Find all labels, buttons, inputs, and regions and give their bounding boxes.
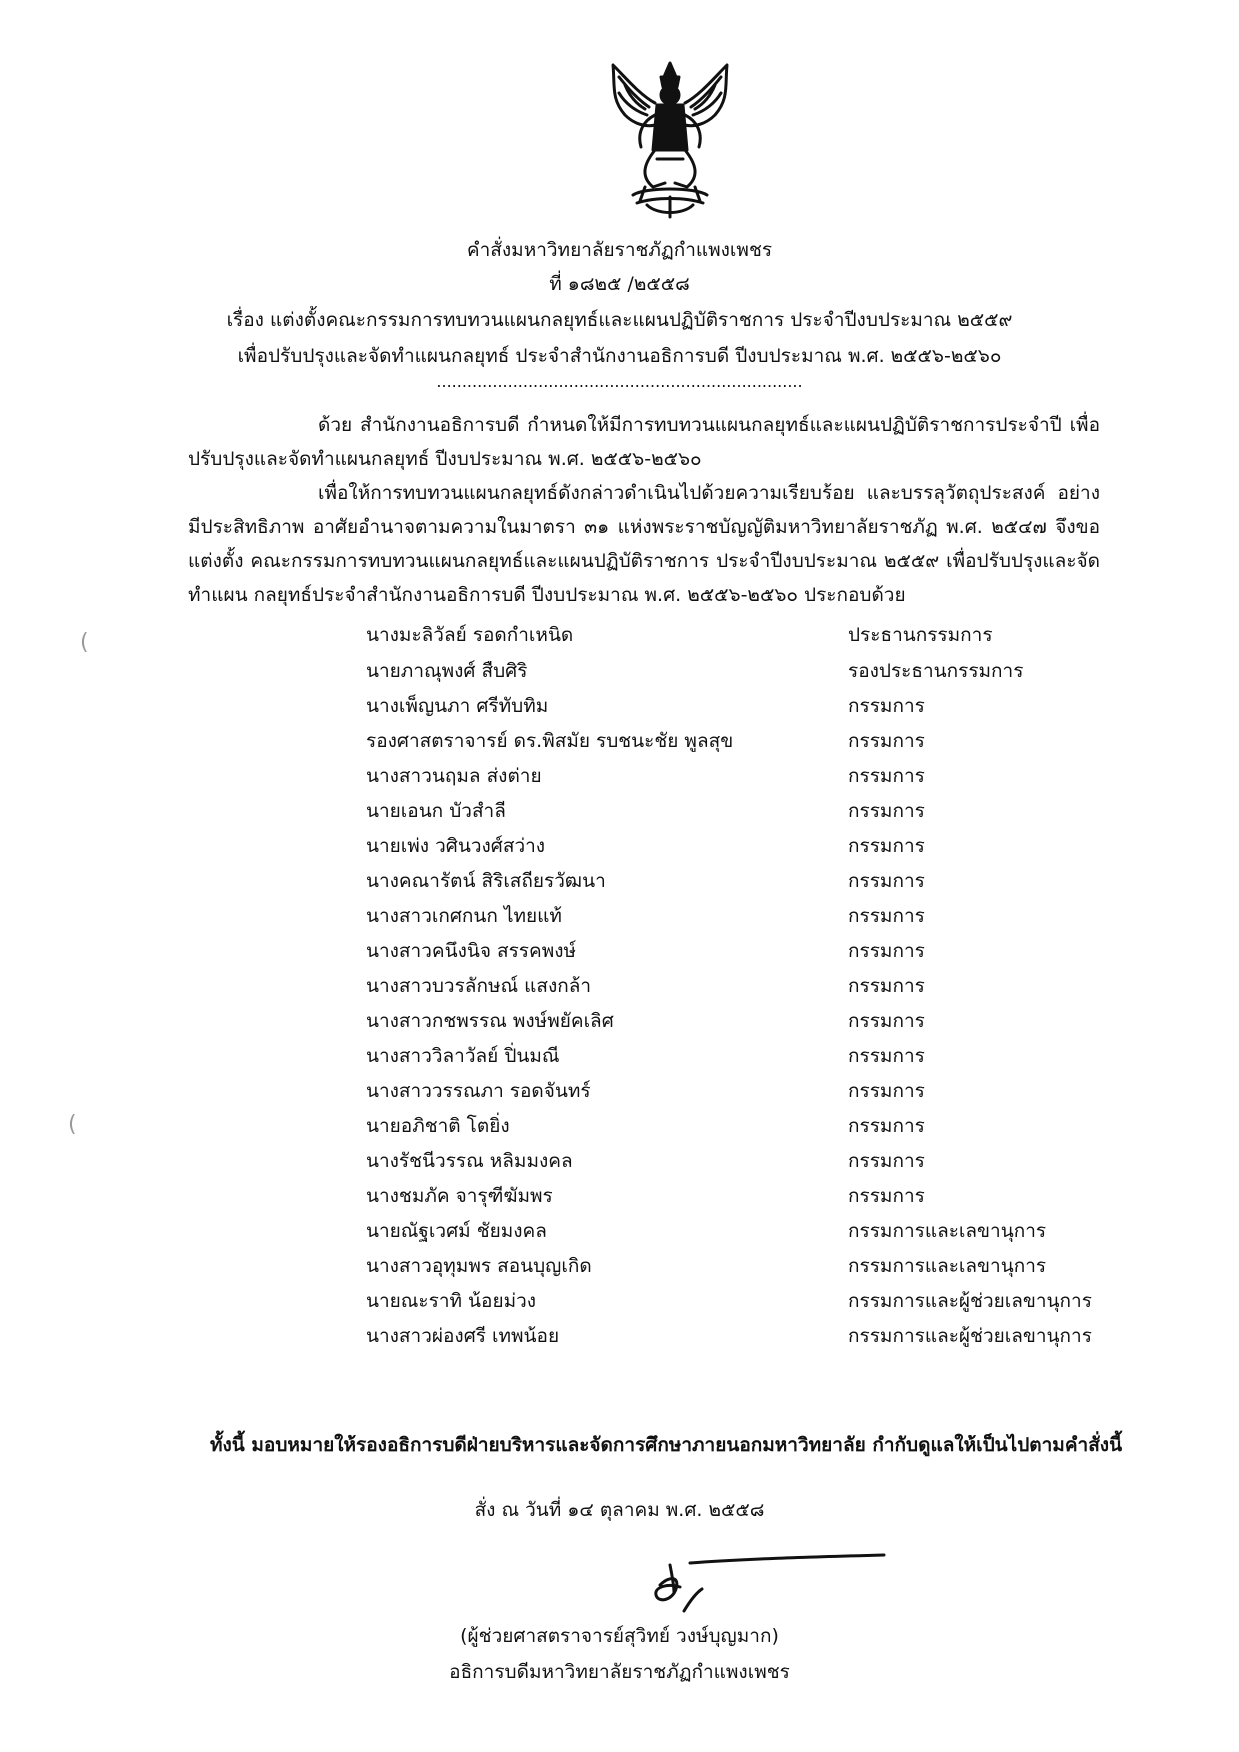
member-row xyxy=(0,726,1239,760)
member-role: กรรมการ xyxy=(848,835,925,857)
member-name: นางชมภัค จารุฑีฆัมพร xyxy=(366,1185,553,1207)
member-role: กรรมการ xyxy=(848,940,925,962)
garuda-emblem-icon xyxy=(585,55,755,225)
member-name: นายเอนก บัวสำลี xyxy=(366,800,506,822)
member-name: นายณัฐเวศม์ ชัยมงคล xyxy=(366,1220,547,1242)
paragraph-2: เพื่อให้การทบทวนแผนกลยุทธ์ดังกล่าวดำเนินไปด้วยความเรียบร้อย และบรรลุวัตถุประสงค์ อย่างมีประสิทธิภาพ อาศัยอำนาจตามความในมาตรา ๓๑ แห่งพระราชบัญญัติมหาวิทยาลัยราชภัฏ พ.ศ. ๒๕๔๗ จึงขอแต่งตั้ง คณะกรรมการทบทวนแผนกลยุทธ์และแผนปฏิบัติราชการ ประจำปีงบประมาณ ๒๕๕๙ เพื่อปรับปรุงและจัดทำแผน กลยุทธ์ประจำสำนักงานอธิการบดี ปีงบประมาณ พ.ศ. ๒๕๕๖-๒๕๖๐ ประกอบด้วย xyxy=(188,482,1100,606)
member-name: นางสาวกชพรรณ พงษ์พยัคเลิศ xyxy=(366,1010,614,1032)
member-name: นายอภิชาติ โตยิ่ง xyxy=(366,1115,510,1137)
scan-mark: ( xyxy=(80,630,89,655)
member-row xyxy=(0,866,1239,900)
member-role: กรรมการ xyxy=(848,1045,925,1067)
member-role: กรรมการ xyxy=(848,765,925,787)
member-row xyxy=(0,971,1239,1005)
member-row xyxy=(0,761,1239,795)
member-row xyxy=(0,1146,1239,1180)
member-name: นางสาววิลาวัลย์ ปิ่นมณี xyxy=(366,1045,560,1067)
signer-title: อธิการบดีมหาวิทยาลัยราชภัฏกำแพงเพชร xyxy=(449,1661,790,1683)
member-role: กรรมการ xyxy=(848,730,925,752)
member-row xyxy=(0,1321,1239,1355)
member-row xyxy=(0,691,1239,725)
member-role: รองประธานกรรมการ xyxy=(848,660,1024,682)
member-role: กรรมการ xyxy=(848,870,925,892)
member-row xyxy=(0,1286,1239,1320)
member-role: กรรมการ xyxy=(848,800,925,822)
member-name: รองศาสตราจารย์ ดร.พิสมัย รบชนะชัย พูลสุข xyxy=(366,730,734,752)
member-row xyxy=(0,1251,1239,1285)
member-row xyxy=(0,1041,1239,1075)
member-row xyxy=(0,936,1239,970)
member-row xyxy=(0,1111,1239,1145)
member-row xyxy=(0,901,1239,935)
member-row xyxy=(0,1006,1239,1040)
member-row xyxy=(0,1076,1239,1110)
member-role: กรรมการและเลขานุการ xyxy=(848,1255,1047,1277)
member-role: กรรมการและผู้ช่วยเลขานุการ xyxy=(848,1290,1092,1312)
member-role: กรรมการ xyxy=(848,695,925,717)
member-row xyxy=(0,796,1239,830)
member-role: กรรมการ xyxy=(848,1080,925,1102)
member-name: นางสาวเกศกนก ไทยแท้ xyxy=(366,905,562,927)
member-role: ประธานกรรมการ xyxy=(848,624,993,646)
subject-line-2: เพื่อปรับปรุงและจัดทำแผนกลยุทธ์ ประจำสำนักงานอธิการบดี ปีงบประมาณ พ.ศ. ๒๕๕๖-๒๕๖๐ xyxy=(237,345,1002,367)
member-name: นางสาววรรณภา รอดจันทร์ xyxy=(366,1080,591,1102)
member-row xyxy=(0,620,1239,654)
member-row xyxy=(0,831,1239,865)
member-role: กรรมการและผู้ช่วยเลขานุการ xyxy=(848,1325,1092,1347)
member-role: กรรมการ xyxy=(848,905,925,927)
member-name: นางมะลิวัลย์ รอดกำเหนิด xyxy=(366,624,574,646)
subject-line-1: เรื่อง แต่งตั้งคณะกรรมการทบทวนแผนกลยุทธ์และแผนปฏิบัติราชการ ประจำปีงบประมาณ ๒๕๕๙ xyxy=(226,309,1013,331)
member-row xyxy=(0,656,1239,690)
order-date: สั่ง ณ วันที่ ๑๔ ตุลาคม พ.ศ. ๒๕๕๘ xyxy=(474,1499,765,1521)
member-name: นางสาวบวรลักษณ์ แสงกล้า xyxy=(366,975,592,997)
member-role: กรรมการ xyxy=(848,1115,925,1137)
member-row xyxy=(0,1181,1239,1215)
order-number: ที่ ๑๘๒๕ /๒๕๕๘ xyxy=(549,273,690,295)
member-name: นายเพ่ง วศินวงศ์สว่าง xyxy=(366,835,546,857)
assignment-statement: ทั้งนี้ มอบหมายให้รองอธิการบดีฝ่ายบริหารและจัดการศึกษาภายนอกมหาวิทยาลัย กำกับดูแลให้เป็นไปตามคำสั่งนี้ xyxy=(210,1434,1123,1456)
member-name: นายณะราทิ น้อยม่วง xyxy=(366,1290,537,1312)
member-name: นายภาณุพงศ์ สืบศิริ xyxy=(366,660,528,682)
order-title: คำสั่งมหาวิทยาลัยราชภัฏกำแพงเพชร xyxy=(466,239,773,261)
handwritten-signature-icon xyxy=(640,1545,890,1615)
member-name: นางเพ็ญนภา ศรีทับทิม xyxy=(366,695,549,717)
member-name: นางรัชนีวรรณ หลิมมงคล xyxy=(366,1150,573,1172)
member-role: กรรมการ xyxy=(848,1010,925,1032)
member-name: นางสาวนฤมล ส่งต่าย xyxy=(366,765,542,787)
member-name: นางสาวผ่องศรี เทพน้อย xyxy=(366,1325,560,1347)
paragraph-1: ด้วย สำนักงานอธิการบดี กำหนดให้มีการทบทวนแผนกลยุทธ์และแผนปฏิบัติราชการประจำปี เพื่อปรับปรุงและจัดทำแผนกลยุทธ์ ปีงบประมาณ พ.ศ. ๒๕๕๖-๒๕๖๐ xyxy=(188,414,1100,470)
member-role: กรรมการและเลขานุการ xyxy=(848,1220,1047,1242)
member-row xyxy=(0,1216,1239,1250)
member-name: นางสาวคนึงนิจ สรรคพงษ์ xyxy=(366,940,577,962)
signer-name: (ผู้ช่วยศาสตราจารย์สุวิทย์ วงษ์บุญมาก) xyxy=(460,1625,779,1647)
scan-mark: ( xyxy=(68,1112,77,1137)
member-name: นางสาวอุทุมพร สอนบุญเกิด xyxy=(366,1255,592,1277)
divider: ........................................................................ xyxy=(436,372,803,391)
member-name: นางคณารัตน์ สิริเสถียรวัฒนา xyxy=(366,870,606,892)
member-role: กรรมการ xyxy=(848,1150,925,1172)
member-role: กรรมการ xyxy=(848,1185,925,1207)
member-role: กรรมการ xyxy=(848,975,925,997)
